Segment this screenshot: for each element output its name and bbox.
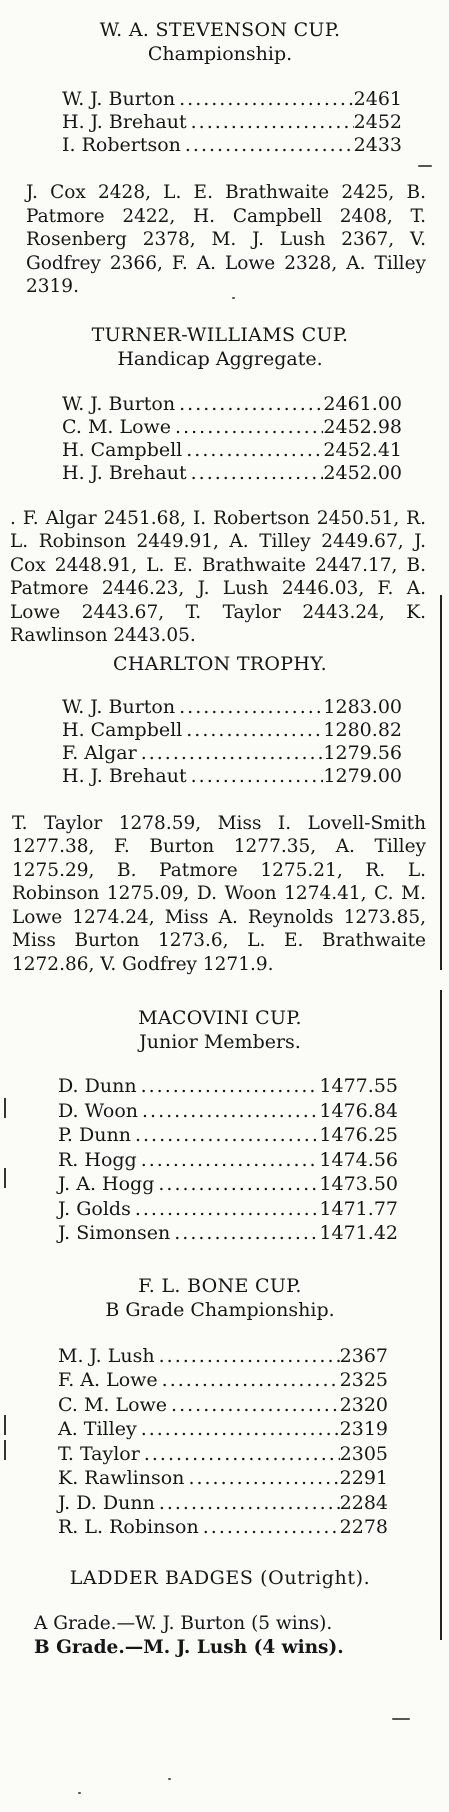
leader-dots: [167, 1393, 340, 1418]
section-title: MACOVINI CUP.: [138, 1007, 302, 1029]
leader-dots: [187, 765, 324, 788]
result-row: [58, 1221, 398, 1246]
competitor-name: T. Taylor: [58, 1442, 140, 1465]
macovini-cup-section: [0, 976, 440, 1246]
result-row: [58, 1148, 398, 1173]
leader-dots: [154, 1172, 319, 1197]
competitor-name: R. Hogg: [58, 1148, 137, 1171]
competitor-name: H. J. Brehaut: [62, 111, 187, 133]
b-grade-line: B Grade.—M. J. Lush (4 wins).: [34, 1636, 344, 1658]
competitor-name: J. D. Dunn: [58, 1491, 155, 1514]
section-subtitle: Handicap Aggregate.: [117, 347, 323, 370]
result-row: [62, 88, 402, 111]
leader-dots: [171, 416, 323, 439]
result-row: [62, 719, 402, 742]
score: 1471.77: [319, 1197, 398, 1220]
score: 2461: [353, 88, 402, 110]
leader-dots: [131, 1123, 319, 1148]
leader-dots: [184, 1466, 339, 1491]
result-row: [62, 416, 402, 439]
leader-dots: [182, 719, 323, 742]
result-row: [58, 1417, 388, 1442]
leader-dots: [175, 88, 354, 111]
result-row: [62, 134, 402, 157]
leader-dots: [138, 1099, 319, 1124]
column-rule: [440, 990, 442, 1640]
bone-cup-section: [0, 1246, 440, 1540]
result-row: [62, 393, 402, 416]
section-subtitle: Junior Members.: [139, 1031, 301, 1053]
result-row: [62, 765, 402, 788]
score: 2325: [339, 1369, 388, 1391]
competitor-name: C. M. Lowe: [58, 1393, 168, 1416]
competitor-name: J. A. Hogg: [58, 1173, 155, 1195]
score: 2452.98: [323, 415, 402, 438]
score: 2278: [339, 1516, 388, 1538]
competitor-name: J. Golds: [58, 1197, 131, 1220]
score: 2291: [339, 1467, 388, 1489]
result-row: [58, 1172, 398, 1197]
score: 1473.50: [319, 1173, 398, 1195]
result-row: [62, 696, 402, 719]
competitor-name: A. Tilley: [58, 1418, 137, 1440]
competitor-name: J. Simonsen: [58, 1222, 171, 1244]
other-results-paragraph: J. Cox 2428, L. E. Brathwaite 2425, B. Patmore 2422, H. Campbell 2408, T. Rosenberg 2378, M. J. Lush 2367, V. Godfrey 2366, F. A. Lowe 2328, A. Tilley 2319.: [26, 182, 426, 297]
section-title: F. L. BONE CUP.: [138, 1274, 302, 1297]
ink-speck: [168, 1778, 171, 1780]
result-row: [58, 1442, 388, 1467]
score: 1476.84: [319, 1099, 398, 1122]
ink-speck: [78, 1792, 81, 1794]
leader-dots: [131, 1197, 320, 1222]
score: 2452.41: [323, 438, 402, 461]
other-results-paragraph: . F. Algar 2451.68, I. Robertson 2450.51, R. L. Robinson 2449.91, A. Tilley 2449.67, J. Cox 2448.91, L. E. Brathwaite 2447.17, B. Patmore 2446.23, J. Lush 2446.03, F. A. Lowe 2443.67, T. Taylor 2443.24, K. Rawlinson 2443.05.: [10, 507, 426, 646]
leader-dots: [158, 1368, 340, 1393]
result-row: [58, 1197, 398, 1222]
other-results-paragraph: T. Taylor 1278.59, Miss I. Lovell-Smith 1277.38, F. Burton 1277.35, A. Tilley 1275.29, B. Patmore 1275.21, R. L. Robinson 1275.09, D. Woon 1274.41, C. M. Lowe 1274.24, Miss A. Reynolds 1273.85, Miss Burton 1273.6, L. E. Brathwaite 1272.86, V. Godfrey 1271.9.: [12, 812, 426, 975]
score: 2305: [339, 1442, 388, 1465]
score: 2433: [353, 134, 402, 156]
competitor-name: F. Algar: [62, 741, 137, 764]
turner-williams-cup-section: [0, 299, 440, 648]
leader-dots: [155, 1344, 340, 1369]
competitor-name: R. L. Robinson: [58, 1516, 199, 1538]
competitor-name: H. Campbell: [62, 718, 183, 741]
section-title: TURNER-WILLIAMS CUP.: [91, 323, 349, 346]
result-row: [58, 1491, 388, 1516]
results-list: [62, 393, 402, 485]
result-row: [58, 1099, 398, 1124]
score: 1477.55: [319, 1075, 398, 1097]
margin-mark: [4, 1098, 6, 1118]
leader-dots: [175, 393, 323, 416]
competitor-name: H. Campbell: [62, 438, 183, 461]
competitor-name: C. M. Lowe: [62, 415, 172, 438]
leader-dots: [181, 134, 354, 157]
competitor-name: P. Dunn: [58, 1124, 131, 1146]
score: 1279.56: [323, 741, 402, 764]
margin-mark: [4, 1415, 6, 1435]
leader-dots: [140, 1442, 340, 1467]
leader-dots: [137, 742, 324, 765]
score: 1280.82: [323, 718, 402, 741]
section-title: W. A. STEVENSON CUP.: [99, 19, 341, 41]
competitor-name: H. J. Brehaut: [62, 764, 187, 787]
score: 1283.00: [323, 695, 402, 718]
competitor-name: M. J. Lush: [58, 1344, 155, 1367]
score: 2461.00: [323, 392, 402, 415]
leader-dots: [187, 462, 324, 485]
competitor-name: W. J. Burton: [62, 88, 176, 110]
margin-mark: [4, 1440, 6, 1460]
leader-dots: [187, 111, 354, 134]
ladder-badges-section: [0, 1540, 440, 1660]
result-row: [62, 439, 402, 462]
results-list: [58, 1344, 388, 1540]
leader-dots: [137, 1074, 320, 1099]
competitor-name: D. Woon: [58, 1099, 138, 1122]
score: 2367: [339, 1344, 388, 1367]
section-subtitle: B Grade Championship.: [105, 1298, 335, 1321]
score: 2452: [353, 111, 402, 133]
section-title: LADDER BADGES (Outright).: [69, 1566, 371, 1589]
a-grade-line: A Grade.—W. J. Burton (5 wins).: [34, 1612, 333, 1634]
result-row: [58, 1368, 388, 1393]
competitor-name: I. Robertson: [62, 134, 181, 156]
result-row: [58, 1123, 398, 1148]
results-list: [62, 88, 402, 157]
margin-mark: [4, 1168, 6, 1188]
competitor-name: W. J. Burton: [62, 392, 176, 415]
section-title: CHARLTON TROPHY.: [113, 652, 327, 675]
result-row: [62, 742, 402, 765]
result-row: [58, 1074, 398, 1099]
ink-speck: [232, 297, 235, 299]
leader-dots: [182, 439, 323, 462]
score: 2452.00: [323, 461, 402, 484]
ink-speck: [418, 165, 432, 167]
results-list: [58, 1074, 398, 1246]
leader-dots: [155, 1491, 340, 1516]
result-row: [58, 1466, 388, 1491]
competitor-name: H. J. Brehaut: [62, 461, 187, 484]
score: 2284: [339, 1491, 388, 1514]
competitor-name: W. J. Burton: [62, 695, 176, 718]
column-rule: [440, 595, 442, 970]
leader-dots: [137, 1148, 320, 1173]
result-row: [58, 1515, 388, 1540]
results-list: [62, 696, 402, 788]
leader-dots: [199, 1515, 340, 1540]
stevenson-cup-section: [0, 0, 440, 299]
score: 1476.25: [319, 1124, 398, 1146]
score: 1474.56: [319, 1148, 398, 1171]
competitor-name: K. Rawlinson: [58, 1467, 185, 1489]
score: 2320: [339, 1393, 388, 1416]
charlton-trophy-section: [0, 648, 440, 977]
ink-speck: [392, 1718, 410, 1720]
score: 1279.00: [323, 764, 402, 787]
leader-dots: [175, 696, 323, 719]
result-row: [62, 462, 402, 485]
competitor-name: F. A. Lowe: [58, 1369, 158, 1391]
result-row: [58, 1344, 388, 1369]
score: 1471.42: [319, 1222, 398, 1244]
result-row: [58, 1393, 388, 1418]
score: 2319: [339, 1418, 388, 1440]
leader-dots: [170, 1221, 319, 1246]
competitor-name: D. Dunn: [58, 1075, 137, 1097]
section-subtitle: Championship.: [147, 43, 293, 65]
result-row: [62, 111, 402, 134]
leader-dots: [137, 1417, 340, 1442]
